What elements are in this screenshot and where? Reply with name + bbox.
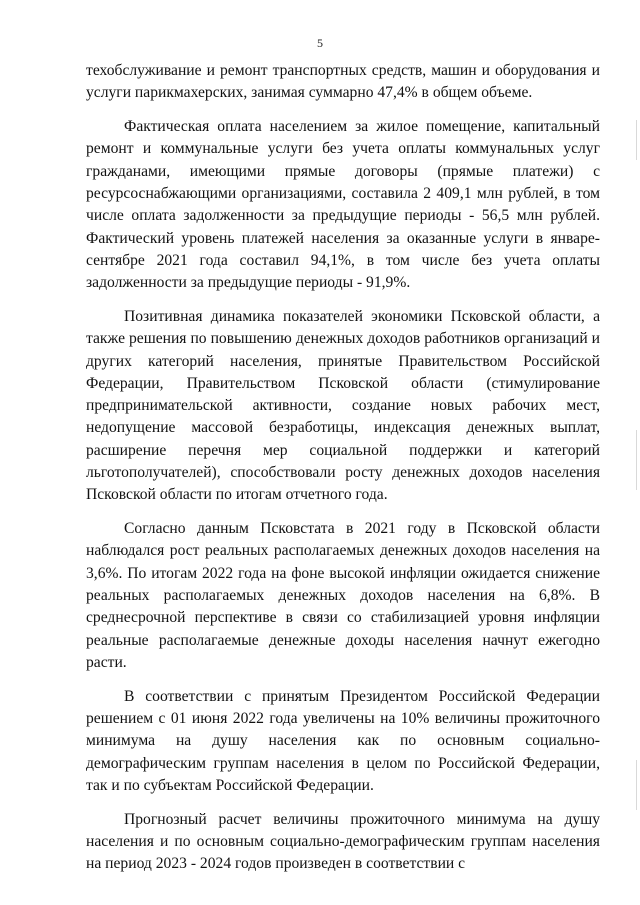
- scan-edge-mark: [636, 120, 637, 160]
- page-number: 5: [317, 36, 323, 50]
- paragraph-economic-dynamics: Позитивная динамика показателей экономики Псковской области, а также решения по повышению денежных доходов работников организаций и других категорий населения, принятые Правительством Российской Федерации, Правительством Псковской области (стимулирование предпринимательской активности, создание новых рабочих мест, недопущение массовой безработицы, индексация денежных выплат, расширение перечня мер социальной поддержки и категорий льготополучателей), способствовали росту денежных доходов населения Псковской области по итогам отчетного года.: [86, 307, 600, 504]
- scan-edge-mark: [636, 430, 637, 490]
- paragraph-housing-payments: Фактическая оплата населением за жилое помещение, капитальный ремонт и коммунальные услуги без учета оплаты коммунальных услуг гражданами, имеющими прямые договоры (прямые платежи) с ресурсоснабжающими организациями, составила 2 409,1 млн рублей, в том числе оплата задолженности за предыдущие периоды - 56,5 млн рублей. Фактический уровень платежей населения за оказанные услуги в январе-сентябре 2021 года составил 94,1%, в том числе без учета оплаты задолженности за предыдущие периоды - 91,9%.: [86, 118, 600, 292]
- scan-edge-mark: [636, 760, 637, 810]
- paragraph-continuation: техобслуживание и ремонт транспортных средств, машин и оборудования и услуги парикмахерских, занимая суммарно 47,4% в общем объеме.: [86, 62, 600, 102]
- paragraph-subsistence-minimum: В соответствии с принятым Президентом Российской Федерации решением с 01 июня 2022 года увеличены на 10% величины прожиточного минимума на душу населения как по основным социально-демографическим группам населения в целом по Российской Федерации, так и по субъектам Российской Федерации.: [86, 687, 600, 794]
- paragraph-income-statistics: Согласно данным Псковстата в 2021 году в Псковской области наблюдался рост реальных располагаемых денежных доходов населения на 3,6%. По итогам 2022 года на фоне высокой инфляции ожидается снижение реальных располагаемых денежных доходов населения на 6,8%. В среднесрочной перспективе в связи со стабилизацией уровня инфляции реальные располагаемые денежные доходы населения начнут ежегодно расти.: [86, 520, 600, 671]
- document-body: [86, 60, 600, 887]
- paragraph-forecast-calculation: Прогнозный расчет величины прожиточного минимума на душу населения и по основным социально-демографическим группам населения на период 2023 - 2024 годов произведен в соответствии с: [86, 810, 600, 873]
